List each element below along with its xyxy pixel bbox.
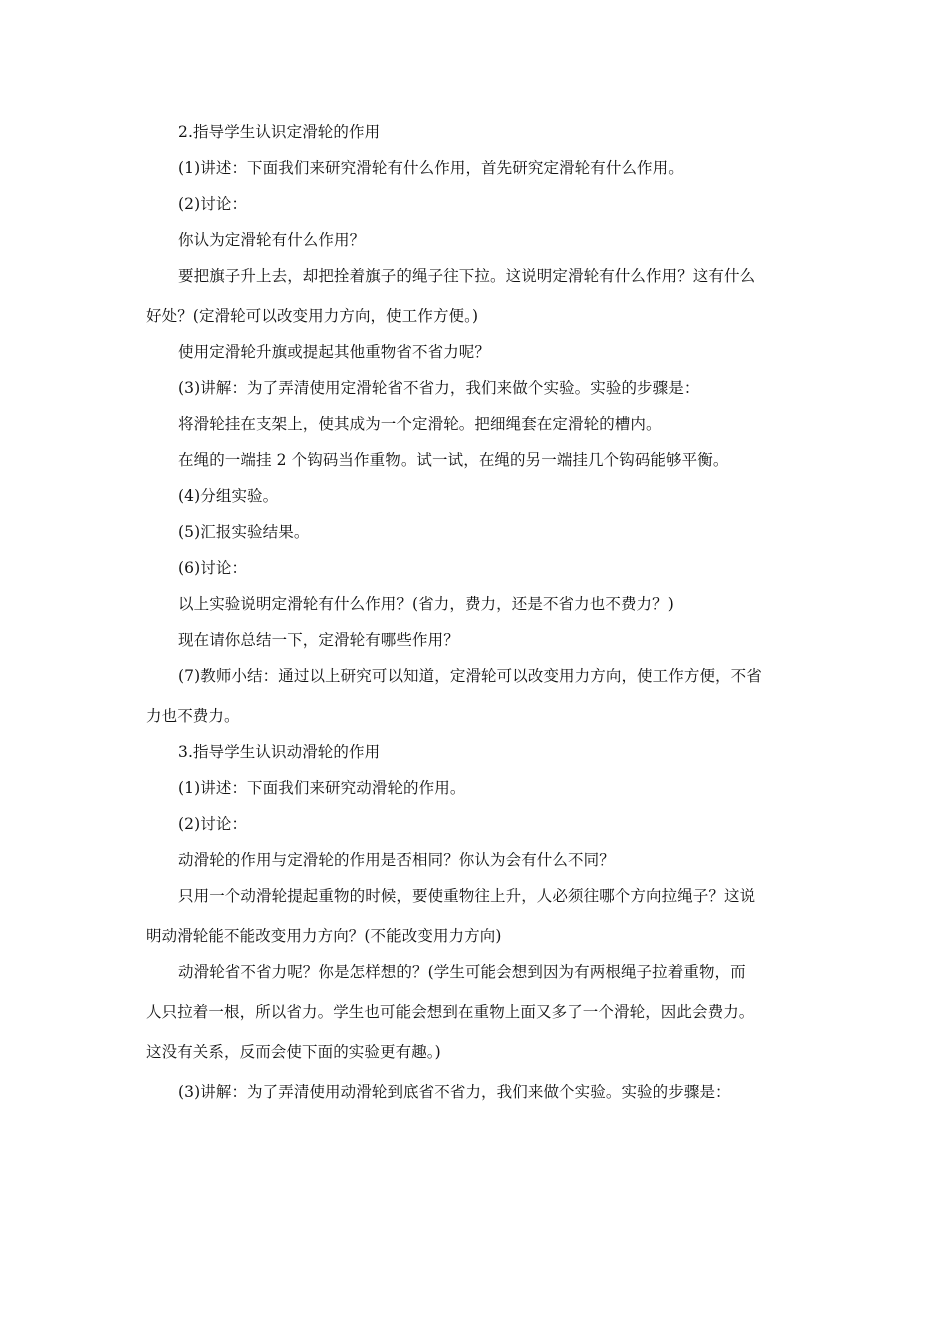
paragraph-line: (1)讲述：下面我们来研究动滑轮的作用。 [178,779,466,797]
paragraph-line: 将滑轮挂在支架上，使其成为一个定滑轮。把细绳套在定滑轮的槽内。 [178,415,662,433]
paragraph-line: (4)分组实验。 [178,487,279,505]
paragraph-line: (2)讨论： [178,195,248,213]
paragraph-line: 动滑轮的作用与定滑轮的作用是否相同？你认为会有什么不同？ [178,851,615,869]
paragraph-line: (7)教师小结：通过以上研究可以知道，定滑轮可以改变用力方向，使工作方便，不省 [178,667,762,685]
paragraph-line: (3)讲解：为了弄清使用定滑轮省不省力，我们来做个实验。实验的步骤是： [178,379,700,397]
paragraph-line: 你认为定滑轮有什么作用？ [178,231,366,249]
paragraph-line: 动滑轮省不省力呢？你是怎样想的？(学生可能会想到因为有两根绳子拉着重物，而 [178,963,746,981]
paragraph-line: 以上实验说明定滑轮有什么作用？(省力，费力，还是不省力也不费力？) [178,595,674,613]
paragraph-line: 使用定滑轮升旗或提起其他重物省不省力呢？ [178,343,491,361]
paragraph-line: (6)讨论： [178,559,248,577]
paragraph-line-continued: 明动滑轮能不能改变用力方向？(不能改变用力方向) [146,927,502,945]
paragraph-line: 只用一个动滑轮提起重物的时候，要使重物往上升，人必须往哪个方向拉绳子？这说 [178,887,756,905]
paragraph-line: 在绳的一端挂 2 个钩码当作重物。试一试，在绳的另一端挂几个钩码能够平衡。 [178,451,729,469]
paragraph-line: 现在请你总结一下，定滑轮有哪些作用？ [178,631,459,649]
section-heading-movable-pulley: 3.指导学生认识动滑轮的作用 [178,743,381,761]
paragraph-line: (1)讲述：下面我们来研究滑轮有什么作用，首先研究定滑轮有什么作用。 [178,159,684,177]
paragraph-line-continued: 力也不费力。 [146,707,240,725]
paragraph-line: 要把旗子升上去，却把拴着旗子的绳子往下拉。这说明定滑轮有什么作用？这有什么 [178,267,756,285]
paragraph-line-continued: 好处？(定滑轮可以改变用力方向，使工作方便。) [146,307,479,325]
paragraph-line: (3)讲解：为了弄清使用动滑轮到底省不省力，我们来做个实验。实验的步骤是： [178,1083,731,1101]
paragraph-line: (2)讨论： [178,815,248,833]
paragraph-line-continued: 人只拉着一根，所以省力。学生也可能会想到在重物上面又多了一个滑轮，因此会费力。 [146,1003,755,1021]
section-heading-fixed-pulley: 2.指导学生认识定滑轮的作用 [178,123,381,141]
paragraph-line-continued: 这没有关系，反而会使下面的实验更有趣。) [146,1043,441,1061]
paragraph-line: (5)汇报实验结果。 [178,523,310,541]
